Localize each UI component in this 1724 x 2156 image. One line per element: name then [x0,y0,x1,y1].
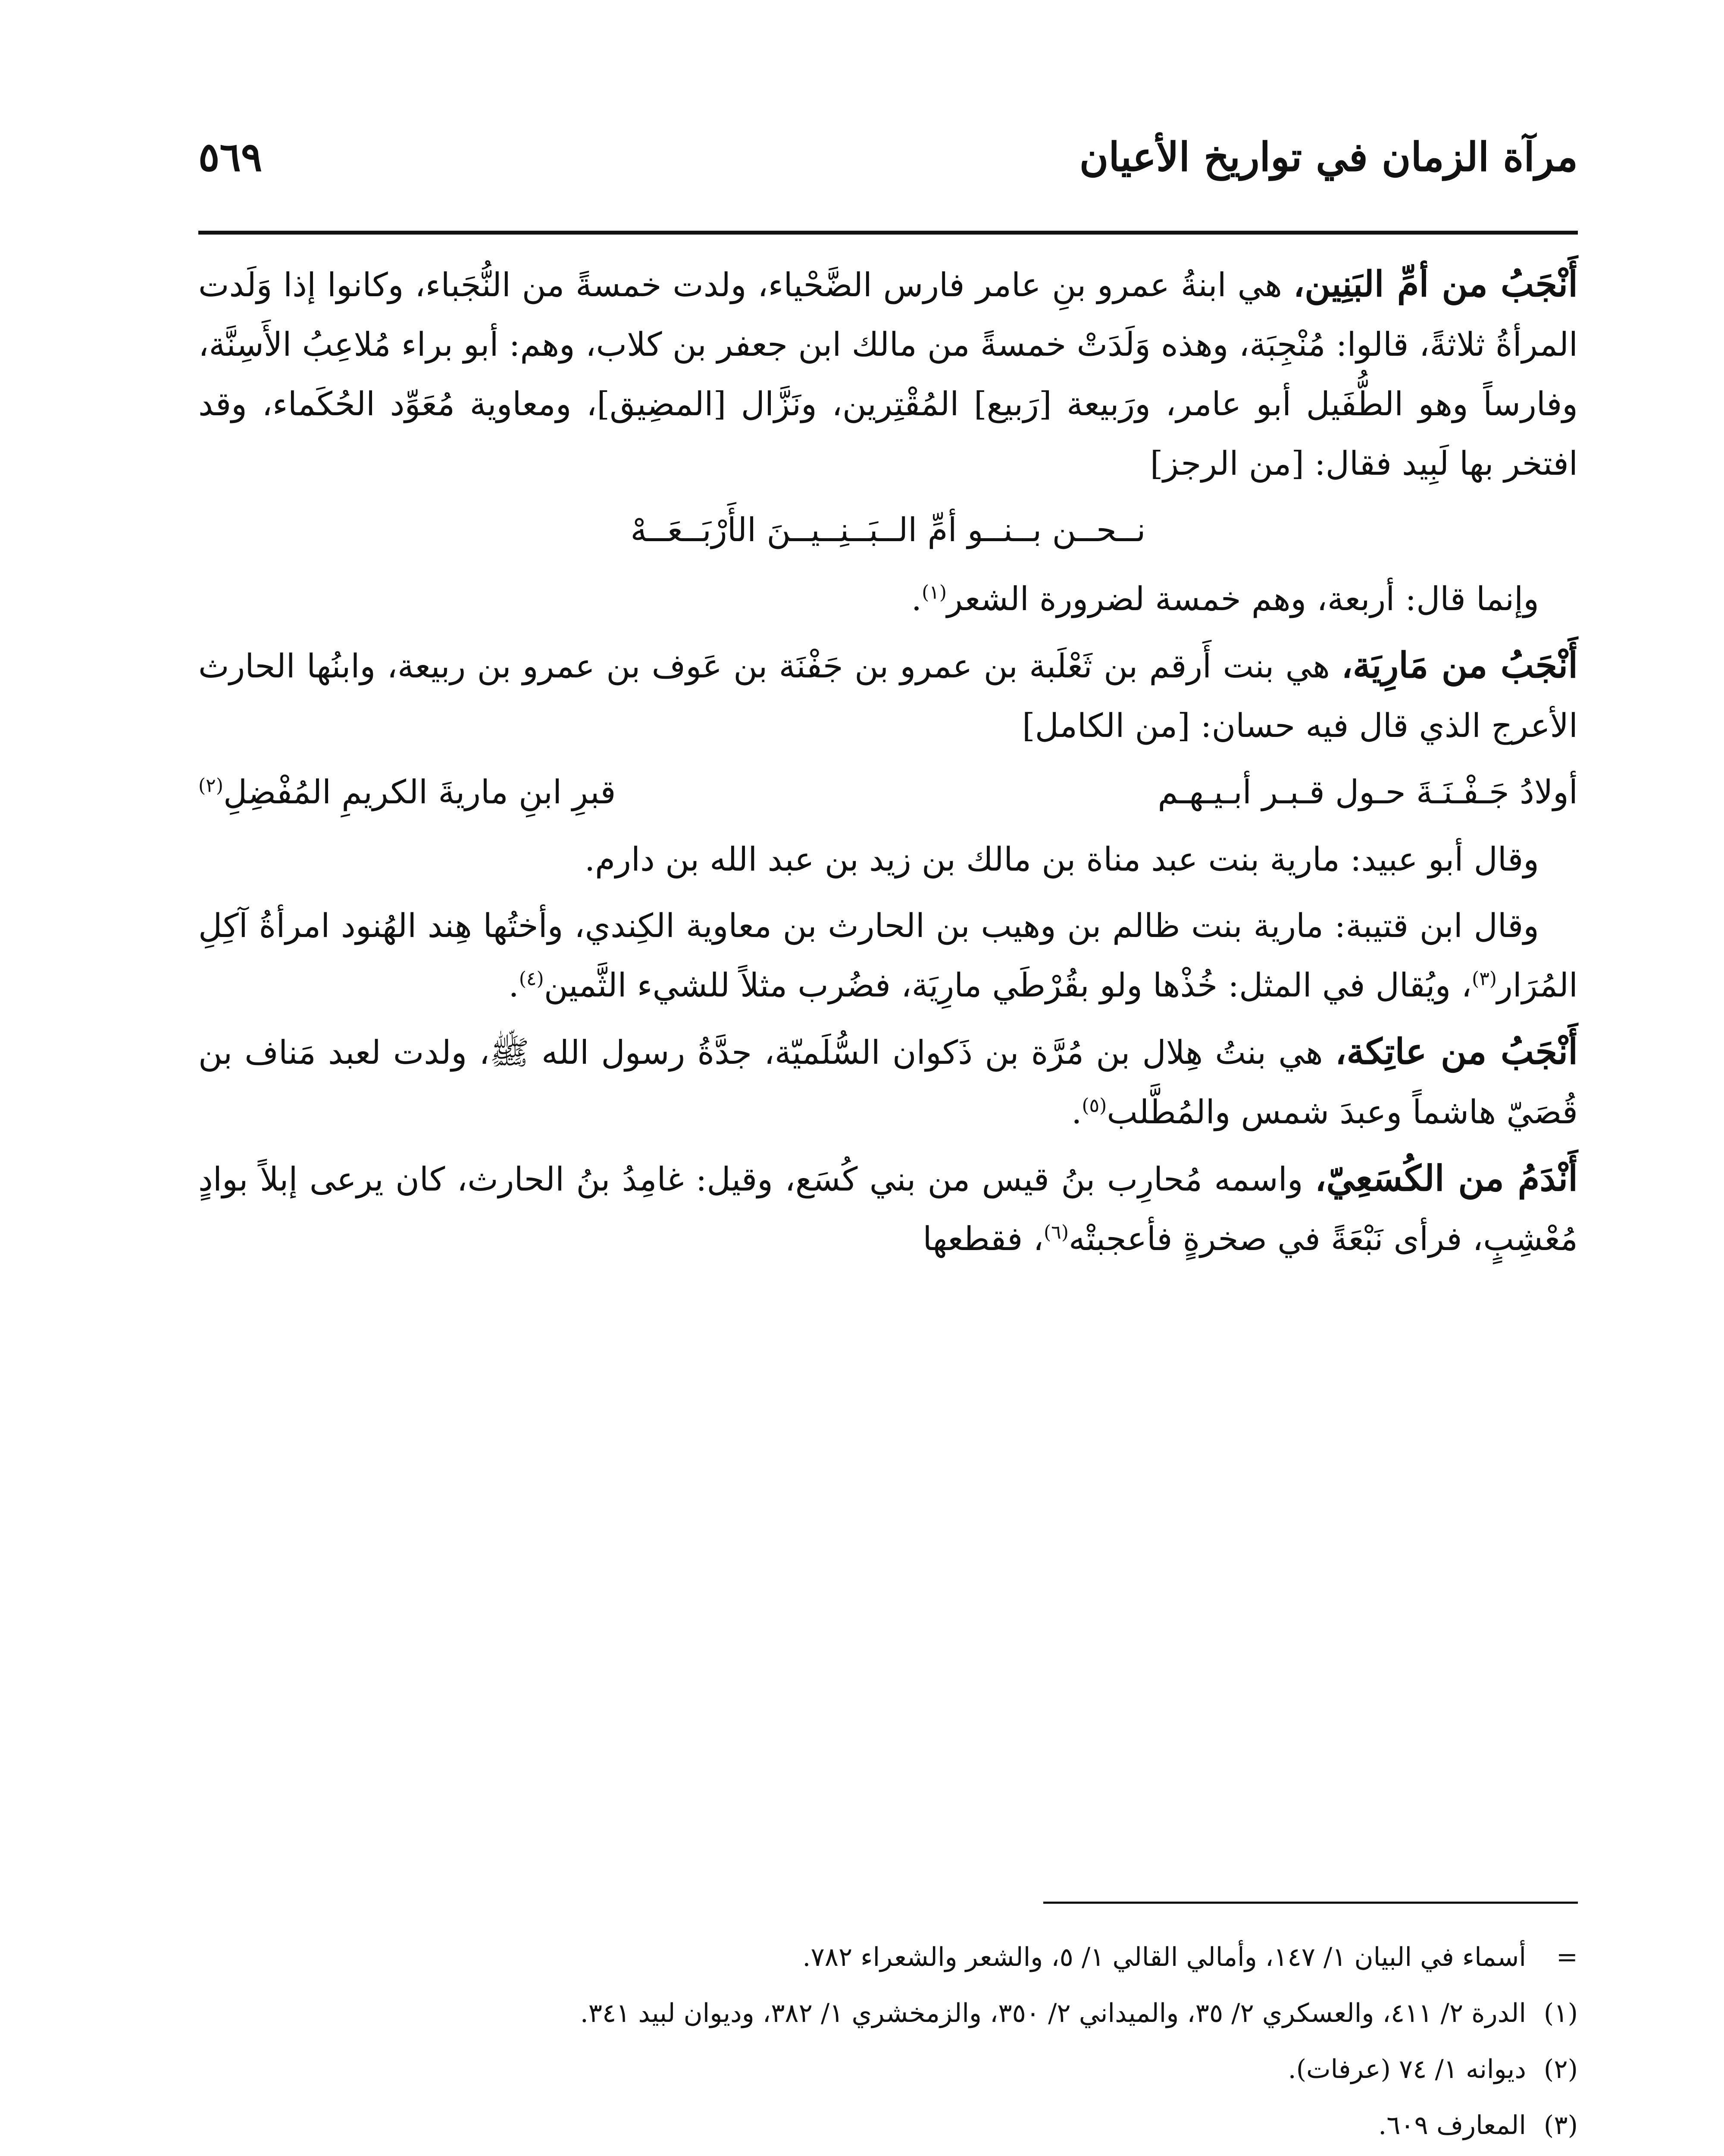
page-number: ٥٦٩ [198,134,263,180]
footnote-text: ديوانه ١/ ٧٤ (عرفات). [1288,2054,1526,2084]
header-rule [198,231,1578,235]
abu-ubayd-paragraph: وقال أبو عبيد: مارية بنت عبد مناة بن مالك بن زيد بن عبد الله بن دارم. [584,840,1539,878]
second-hemistich: قبرِ ابنِ ماريةَ الكريمِ المُفْضِلِ$^{(٢)}$ [198,773,616,811]
running-header [198,129,1578,194]
entry-text: هي ابنةُ عمرو بنِ عامر فارس الضَّحْياء، ولدت خمسةً من النُّجَباء، وكانوا إذا وَلَدت المرأةُ ثلاثةً، قالوا: مُنْجِبَة، وهذه وَلَدَتْ خمسةً من مالك ابن جعفر بن كلاب، وهم: أبو براء مُلاعِبُ الأَسِنَّة، وفارساً وهو الطُّفَيل أبو عامر، ورَبيعة [رَبيع] المُقْتِرين، ونَزَّال [المضِيق]، ومعاوية مُعَوِّد الحُكَماء، وقد افتخر بها لَبِيد فقال: [من الرجز] [198,266,1578,483]
footnotes [198,1932,1578,2156]
ibn-qutayba-paragraph: وقال ابن قتيبة: مارية بنت ظالم بن وهيب بن الحارث بن معاوية الكِندي، وأختُها هِند الهُنود امرأةُ آكِلِ المُرَار$^{(٣)}$، ويُقال في المثل: خُذْها ولو بقُرْطَي مارِيَة، فضُرب مثلاً للشيء الثَّمين$^{(٤)}$. [198,906,1578,1004]
footnote-number: (٢) [1543,2054,1578,2084]
footnote-number: (١) [1543,1998,1578,2028]
footnote-text: أسماء في البيان ١/ ١٤٧، وأمالي القالي ١/ ٥، والشعر والشعراء ٧٨٢. [802,1942,1526,1972]
footnote [198,2044,1578,2095]
footnote-ref: (٦) [1044,1221,1069,1244]
footnote-ref: (١) [922,581,947,604]
entry-mariya [198,636,1578,755]
footnote-ref: (٢) [198,774,223,797]
footnote-ref: (٥) [1082,1094,1107,1117]
entry-umm-albanin [198,254,1578,493]
entry-text: هي بنتُ هِلال بن مُرَّة بن ذَكوان السُّلَميّة، جدَّةُ رسول الله ﷺ، ولدت لعبد مَناف بن قُصَيّ هاشماً وعبدَ شمس والمُطَّلب [198,1033,1578,1131]
footnote [198,1988,1578,2039]
entry-kusai: أَنْدَمُ من الكُسَعِيّ، واسمه مُحارِب بنُ قيس من بني كُسَع، وقيل: غامِدُ بنُ الحارث، كان يرعى إبلاً بوادٍ مُعْشِبٍ، فرأى نَبْعَةً في صخرةٍ فأعجبتْه$^{(٦)}$، فقطعها [198,1158,1578,1258]
footnote-text: الدرة ٢/ ٤١١، والعسكري ٢/ ٣٥، والميداني ٢/ ٣٥٠، والزمخشري ١/ ٣٨٢، وديوان لبيد ٣٤١. [580,1998,1526,2028]
footnote-separator [1043,1902,1578,1904]
entry-heading: أَنْجَبُ من أمِّ البَنِين، [1293,263,1578,305]
entry-text: هي بنت أَرقم بن ثَعْلَبة بن عمرو بن جَفْنَة بن عَوف بن عمرو بن ربيعة، وابنُها الحارث الأعرج الذي قال فيه حسان: [من الكامل] [198,647,1578,745]
entry-heading: أَنْدَمُ من الكُسَعِيّ، [1315,1158,1578,1199]
first-hemistich: أولادُ جَـفْـنَـةَ حـول قـبـر أبـيـهـم [1158,773,1578,811]
explanation-paragraph: وإنما قال: أربعة، وهم خمسة لضرورة الشعر$^{(١)}$. [911,580,1539,618]
paragraph-text: وإنما قال: أربعة، وهم خمسة لضرورة الشعر [947,580,1539,618]
footnote-number: (٣) [1543,2110,1578,2140]
entry-atika: أَنْجَبُ من عاتِكة، هي بنتُ هِلال بن مُرَّة بن ذَكوان السُّلَميّة، جدَّةُ رسول الله ﷺ، ولدت لعبد مَناف بن قُصَيّ هاشماً وعبدَ شمس والمُطَّلب$^{(٥)}$. [198,1031,1578,1131]
verse-line: نــحــن بــنــو أمِّ الــبَــنِــيــنَ الأَرْبَــعَــهْ [630,511,1146,549]
footnote [198,1932,1578,1983]
verse-couplet [198,762,1578,822]
footnote-ref: (٤) [519,968,544,990]
entry-heading: أَنْجَبُ من عاتِكة، [1335,1031,1578,1072]
footnote-number: = [1556,1942,1578,1972]
main-text [198,254,1578,1275]
running-title: مرآة الزمان في تواريخ الأعيان [1079,134,1578,180]
entry-text: واسمه مُحارِب بنُ قيس من بني كُسَع، وقيل: غامِدُ بنُ الحارث، كان يرعى إبلاً بوادٍ مُعْشِبٍ، فرأى نَبْعَةً في صخرةٍ فأعجبتْه [198,1160,1578,1258]
entry-heading: أَنْجَبُ من مَارِيَة، [1341,645,1578,686]
footnote [198,2100,1578,2151]
footnote-text: المعارف ٦٠٩. [1378,2110,1526,2140]
footnote-ref: (٣) [1472,968,1497,990]
